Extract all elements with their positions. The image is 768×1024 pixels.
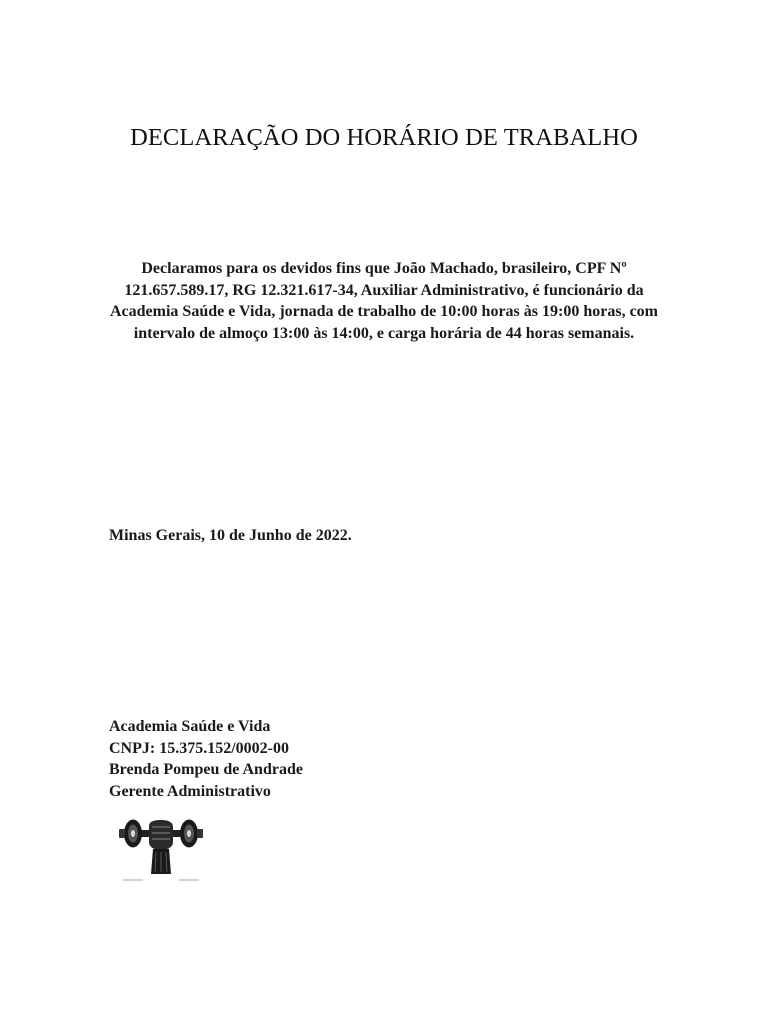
signature-block (109, 716, 303, 802)
company-name: Academia Saúde e Vida (109, 718, 271, 735)
declaration-body: Declaramos para os devidos fins que João Machado, brasileiro, CPF Nº 121.657.589.17, RG 12.321.617-34, Auxiliar Administrativo, é funcionário da Academia Saúde e Vida, jornada de trabalho de 10:00 horas às 19:00 horas, com intervalo de almoço 13:00 às 14:00, e carga horária de 44 horas semanais. (109, 260, 658, 342)
company-cnpj: CNPJ: 15.375.152/0002-00 (109, 739, 289, 757)
place-date: Minas Gerais, 10 de Junho de 2022. (109, 527, 352, 544)
fist-dumbbell-logo-icon (115, 812, 207, 888)
signer-role: Gerente Administrativo (109, 782, 271, 800)
document-title: DECLARAÇÃO DO HORÁRIO DE TRABALHO (130, 124, 638, 151)
signer-name: Brenda Pompeu de Andrade (109, 761, 303, 778)
